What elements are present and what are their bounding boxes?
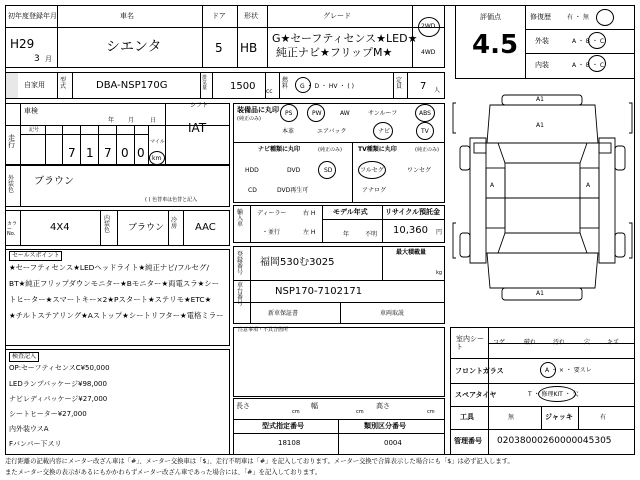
navi-hdd: HDD bbox=[245, 167, 259, 174]
chassis-label: 車台番号 bbox=[237, 282, 244, 307]
sheet-scratch: キズ bbox=[607, 339, 619, 346]
width-label: 幅 bbox=[311, 402, 318, 410]
inspection-day: 日 bbox=[150, 117, 157, 124]
recycle-label: リサイクル預託金 bbox=[385, 208, 441, 216]
equip-ps: PS bbox=[285, 110, 293, 117]
tv-fullseg-circle bbox=[358, 161, 386, 179]
type-spec-label: 型式指定番号 bbox=[262, 422, 304, 430]
body-type-label: 形状 bbox=[244, 12, 258, 20]
fuel-options: G ・ D ・ HV ・ ( ) bbox=[300, 83, 354, 90]
car-name-value: シエンタ bbox=[106, 39, 162, 55]
model-year-unknown: 不明 bbox=[365, 231, 378, 238]
use-label: 自家用 bbox=[24, 81, 45, 89]
jack-value: 有 bbox=[600, 414, 607, 421]
memo-label: 記号 bbox=[29, 127, 40, 133]
sales-points-label: セールスポイント bbox=[9, 251, 62, 261]
note-line-6: Fバンパー下スリ bbox=[9, 440, 62, 448]
notes-block bbox=[233, 327, 445, 397]
chassis-value: NSP170-7102171 bbox=[275, 286, 363, 297]
model-value: DBA-NSP170G bbox=[96, 80, 168, 91]
mileage-digit-5: 0 bbox=[121, 146, 129, 160]
equip-aw: AW bbox=[340, 110, 350, 117]
recycle-unit: 円 bbox=[436, 229, 443, 236]
category-label: 類別区分番号 bbox=[364, 422, 406, 430]
color-value: ブラウン bbox=[34, 176, 74, 187]
sales-line-4: ★チルトステアリング★Aストップ★シートリフター★電格ミラー bbox=[9, 311, 224, 320]
recycle-value: 10,360 bbox=[393, 225, 428, 236]
color-no-label: カラーNo. bbox=[7, 221, 18, 237]
front-glass-a-circle bbox=[540, 362, 556, 378]
mile-label: マイル bbox=[150, 139, 165, 145]
jack-label: ジャッキ bbox=[545, 413, 573, 421]
door-value: 5 bbox=[215, 41, 223, 55]
model-year-label: モデル年式 bbox=[333, 208, 368, 216]
interior-color-value: ブラウン bbox=[128, 223, 165, 233]
damage-diagram bbox=[450, 83, 635, 323]
interior-sheet-label: 室内シート bbox=[456, 335, 484, 352]
door-label: ドア bbox=[212, 12, 226, 20]
month-unit: 月 bbox=[45, 55, 52, 63]
import-dealer: ディーラー bbox=[257, 210, 287, 217]
km-circle bbox=[149, 151, 165, 165]
navi-sd: SD bbox=[324, 167, 333, 174]
score-label: 評価点 bbox=[480, 13, 501, 21]
model-label: 型式 bbox=[60, 77, 67, 90]
car-name-label: 車名 bbox=[120, 12, 134, 20]
note-line-2: LEDランプパッケージ¥98,000 bbox=[9, 380, 107, 388]
interior-options: A ・ B ・ C bbox=[572, 62, 605, 69]
note-line-1: OP:セーフティセンスC¥50,000 bbox=[9, 364, 110, 372]
displacement-value: 1500 bbox=[230, 81, 256, 92]
drive-value: 4X4 bbox=[50, 222, 70, 233]
mileage-digit-2: 7 bbox=[68, 146, 76, 160]
footer-line-2: またメーター交換の表示があるにもかかわらずメーター改ざん車であった場合には、「#」を記入しております。 bbox=[5, 469, 322, 476]
tv-oneseg: ワンセグ bbox=[407, 167, 432, 174]
mileage-digit-6: 0 bbox=[137, 146, 145, 160]
km-label: km bbox=[152, 155, 162, 162]
import-left: 左 H bbox=[303, 229, 316, 236]
sales-line-3: トヒーター★スマートキー×2★Pスタート★ステリモ★ETC★ bbox=[9, 295, 212, 304]
height-label: 高さ bbox=[376, 402, 390, 410]
equip-abs-circle bbox=[415, 104, 435, 122]
equip-leather: 本革 bbox=[282, 128, 295, 135]
inspection-notes-label: 検査記入 bbox=[9, 352, 39, 362]
max-load-unit: kg bbox=[436, 270, 443, 276]
row-use-model bbox=[5, 72, 445, 99]
equipment-block bbox=[233, 103, 445, 203]
diag-a-right: A bbox=[586, 182, 591, 189]
spare-tire-kit-circle bbox=[538, 386, 576, 402]
grade-line-2: 純正ナビ★フリップM★ bbox=[276, 46, 393, 59]
equip-navi: ナビ bbox=[378, 128, 391, 135]
ac-value: AAC bbox=[195, 222, 216, 233]
fuel-g-circle bbox=[295, 77, 311, 93]
inspection-month: 月 bbox=[128, 117, 135, 124]
navi-label: ナビ種類に丸印 bbox=[258, 146, 301, 153]
import-label: 輸入車 bbox=[237, 209, 244, 228]
note-line-5: 内外装ウスA bbox=[9, 425, 49, 433]
capacity-label: 定員 bbox=[396, 77, 403, 90]
plate-label: 登録番号 bbox=[237, 251, 244, 276]
height-unit: cm bbox=[427, 409, 435, 415]
mileage-digit-4: 7 bbox=[104, 146, 112, 160]
repair-options: 有 ・ 無 bbox=[567, 14, 589, 21]
warranty-label: 新車保証書 bbox=[268, 310, 299, 317]
tv-label: TV種類に丸印 bbox=[358, 146, 397, 153]
exterior-options: A ・ B ・ C bbox=[572, 38, 605, 45]
interior-label: 内装 bbox=[535, 61, 549, 69]
equip-tv-circle bbox=[416, 122, 434, 140]
equip-navi-circle bbox=[373, 122, 393, 140]
footer-line-1: 走行距離の記載内容にメーター改ざん車は「#」、メーター交換車は「$」、走行不明車は「#」を記入しております。メーター交換で合算表示した場合にも「$」は必ず記入します。 bbox=[5, 458, 514, 465]
spare-tire-label: スペアタイヤ bbox=[455, 391, 497, 399]
length-label: 長さ bbox=[236, 402, 250, 410]
sheet-dirt: 汚れ bbox=[553, 339, 566, 346]
diag-a1-hood: A1 bbox=[536, 122, 544, 129]
navi-cd: CD bbox=[248, 187, 257, 194]
equip-abs: ABS bbox=[419, 110, 431, 117]
tools-label: 工具 bbox=[460, 413, 474, 421]
equip-pw: PW bbox=[312, 110, 322, 117]
color-note: ( ) 色替車は色替と記入 bbox=[145, 197, 198, 203]
equip-ps-circle bbox=[280, 104, 298, 122]
note-line-3: ナビレディパッケージ¥27,000 bbox=[9, 395, 108, 403]
sales-line-2: BT★純正フリップダウンモニター★Bモニター★両電スラ★シー bbox=[9, 279, 220, 288]
tools-value: 無 bbox=[508, 414, 515, 421]
plate-value: 福岡530む3025 bbox=[260, 257, 335, 268]
equipment-label: 装備品に丸印 bbox=[237, 106, 279, 114]
spare-tire-options: T ・ 修理KIT ・ 欠 bbox=[528, 391, 579, 398]
tv-fullseg: フルセグ bbox=[360, 167, 384, 174]
reg-year-value: H29 bbox=[10, 37, 35, 51]
sheet-burn: コゲ bbox=[493, 339, 506, 346]
import-right: 右 H bbox=[303, 210, 316, 217]
front-glass-options: A ・ × ・ 要スレ bbox=[545, 367, 592, 374]
equip-airbag: エアバック bbox=[317, 128, 347, 135]
body-type-value: HB bbox=[240, 41, 258, 55]
equip-sunroof: サンルーフ bbox=[368, 110, 398, 117]
manual-label: 車両取説 bbox=[380, 310, 405, 317]
interior-b-circle bbox=[588, 55, 606, 72]
management-value: 02038000260000045305 bbox=[497, 436, 612, 446]
equipment-sub: (純正のみ) bbox=[237, 116, 261, 122]
notes-label: 注意事項・不具合箇所 bbox=[238, 327, 289, 333]
color-label: 外装色 bbox=[8, 175, 15, 194]
inspection-year: 年 bbox=[108, 117, 115, 124]
displacement-label: 排気量 bbox=[202, 75, 208, 91]
capacity-value: 7 bbox=[420, 81, 427, 92]
reg-month-value: 3 bbox=[34, 54, 40, 64]
length-unit: cm bbox=[292, 409, 300, 415]
front-glass-label: フロントガラス bbox=[455, 367, 504, 375]
diag-a1-front: A1 bbox=[536, 96, 544, 103]
mileage-label: 走行 bbox=[8, 134, 15, 149]
category-value: 0004 bbox=[384, 439, 402, 447]
capacity-unit: 人 bbox=[434, 87, 441, 94]
width-unit: cm bbox=[356, 409, 364, 415]
management-label: 管理番号 bbox=[454, 437, 482, 445]
drive-4wd: 4WD bbox=[421, 49, 436, 56]
shift-label: シフト bbox=[190, 102, 209, 109]
sheet-tear: 破れ bbox=[524, 339, 537, 346]
type-spec-value: 18108 bbox=[278, 439, 301, 447]
note-line-4: シートヒーター¥27,000 bbox=[9, 410, 87, 418]
navi-sd-circle bbox=[318, 161, 336, 179]
sheet-hole: 穴 bbox=[584, 339, 591, 346]
model-year-unit: 年 bbox=[343, 231, 350, 238]
navi-dvd-play: DVD再生可 bbox=[277, 187, 309, 194]
car-outline-icon bbox=[450, 83, 635, 323]
navi-sub: (純正のみ) bbox=[318, 147, 342, 153]
displacement-unit: cc bbox=[266, 88, 273, 95]
exterior-b-circle bbox=[588, 32, 606, 49]
grade-label: グレード bbox=[323, 12, 351, 20]
fuel-label: 燃料 bbox=[282, 77, 289, 90]
reg-year-label: 初年度登録年月 bbox=[8, 12, 57, 20]
score-value: 4.5 bbox=[472, 30, 519, 60]
diag-a-left: A bbox=[490, 182, 495, 189]
interior-color-label: 内装色 bbox=[104, 215, 111, 234]
tv-analog: アナログ bbox=[362, 187, 387, 194]
ac-label: 冷房 bbox=[171, 217, 178, 230]
tv-sub: (純正のみ) bbox=[415, 147, 439, 153]
navi-dvd: DVD bbox=[287, 167, 301, 174]
mileage-digit-3: 1 bbox=[86, 146, 94, 160]
sales-line-1: ★セーフティセンス★LEDヘッドライト★純正ナビ/フルセグ/ bbox=[9, 263, 209, 272]
diag-a1-rear: A1 bbox=[536, 290, 544, 297]
repair-none-circle bbox=[596, 9, 614, 26]
import-parallel: ・並行 bbox=[262, 229, 281, 236]
equip-pw-circle bbox=[307, 104, 325, 122]
drive-2wd: 2WD bbox=[421, 23, 436, 30]
shift-value: IAT bbox=[188, 121, 207, 135]
exterior-label: 外装 bbox=[535, 37, 549, 45]
equip-tv: TV bbox=[421, 128, 429, 135]
grade-line-1: G★セーフティセンス★LED★ bbox=[272, 32, 418, 45]
inspection-label: 車検 bbox=[24, 107, 38, 115]
repair-label: 修復歴 bbox=[530, 13, 551, 21]
max-load-label: 最大積載量 bbox=[396, 249, 427, 256]
